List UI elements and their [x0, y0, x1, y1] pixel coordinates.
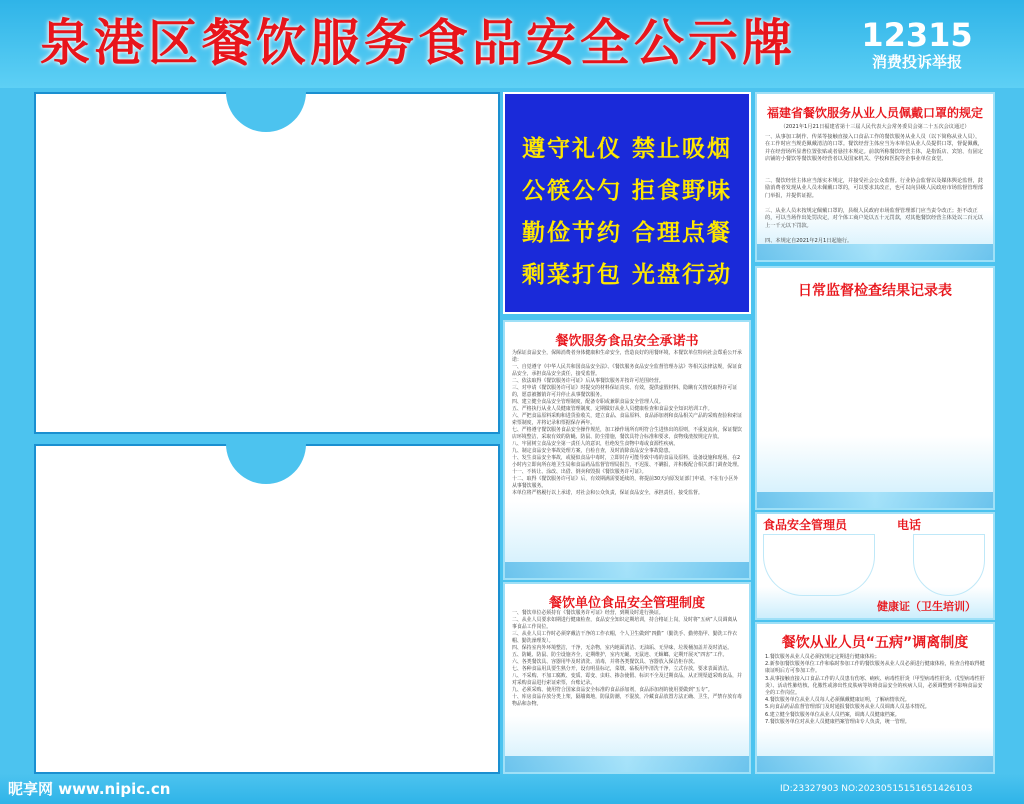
commitment-item: 七、严格遵守餐饮服务食品安全操作规范，加工操作场所有明符合生进热出的原则，不重复流向，保证餐饮店环境整洁，采取有效的防蝇、防鼠、防尘措施，餐饮具符合标准和要求，食物残渣按规定存放。: [512, 427, 742, 440]
commitment-item: 五、严格执行从业人员健康管理制度，定期做好从业人员健康检查和食品安全知识培训工作。: [512, 406, 713, 412]
wave-decoration: [505, 562, 749, 578]
management-item: 十、库房食品存放分类上架，隔墙离地，防鼠防潮，不混放，冷藏食品放置方法正确、卫生，严禁存放有毒物品和杂物。: [512, 694, 742, 707]
hotline-number: 12315: [861, 16, 973, 54]
management-title: 餐饮单位食品安全管理制度: [548, 596, 705, 611]
wave-decoration: [757, 492, 993, 508]
inspection-record-title: 日常监督检查结果记录表: [798, 283, 952, 299]
commitment-body: [512, 350, 742, 497]
five-diseases-body: [765, 654, 985, 726]
slogan-line: 勤俭节约 合理点餐: [521, 220, 732, 246]
management-item: 一、餐饮单位必须持有《餐饮服务许可证》经营，到期及时进行换证。: [512, 610, 664, 616]
hotline-label: 消费投诉举报: [871, 53, 962, 71]
five-diseases-title: 餐饮从业人员“五病”调离制度: [781, 635, 969, 651]
management-item: 二、从业人员要求如期进行健康检查，食品安全知识定期培训，持合格证上岗，及时将“五病”人员调离从事食品工作岗位。: [512, 617, 738, 630]
management-item: 六、各类餐饮具、容器用毕及时清洗、消毒，并将各类餐饮具、容器放入保洁柜存放。: [512, 659, 698, 665]
commitment-item: 六、严把食品原料采购和进货验收关，建立食品、食品原料、食品添加剂和食品相关产品的采购查验和索证索票制度，并将记录和票据保存两年。: [512, 413, 742, 426]
management-item: 八、不采购、不加工腐败、变质、霉变、虫蛀、掺杂使假、标识不全及过期食品，从正规渠道采购食品，并对采购食品进行索证索票，台账记录。: [512, 673, 742, 686]
commitment-item: 三、对申请《餐饮服务许可证》时提交的材料保证真实、有效，提供虚假材料、隐瞒有关情况取得许可证的，愿意被撤销许可并停止从事餐饮服务。: [512, 385, 737, 398]
five-diseases-item: 6.建立健全餐饮服务单位从业人员档案，调离人员健康档案。: [765, 711, 900, 718]
commitment-item: 二、依法取得《餐饮服务许可证》后从事餐饮服务并按许可范围经营。: [512, 378, 664, 384]
mask-rule-item: 二、餐饮经营主体应当落实本规定，并接受社会公众监督。行业协会监督以及媒体舆论监督，鼓励消费者发现从业人员未佩戴口罩的，可以要求其改正，也可以向县级人民政府市场监督管理部门举报，并提供证据。: [765, 178, 983, 199]
five-diseases-item: 1.餐饮服务从业人员必须按规定定期进行健康体检；: [765, 654, 880, 660]
mask-rule-item: 四、本规定自2021年2月1日起施行。: [765, 238, 853, 244]
commitment-item: 十、发生食品安全事故，或疑似食品中毒时，立即封存可能导致中毒的食品及原料，设备设施和现场，在2小时内立即向所在地卫生局和食品药品监督管理局报告，不迟报、不瞒报，并积极配合相关部门调查处理。: [512, 455, 742, 468]
frame-notch: [226, 92, 306, 132]
watermark-id: ID:23327903 NO:20230515151651426103: [780, 784, 973, 794]
slogan-line: 遵守礼仪 禁止吸烟: [521, 136, 732, 162]
mask-rule-title: 福建省餐饮服务从业人员佩戴口罩的规定: [766, 106, 983, 120]
five-diseases-card: [755, 622, 995, 774]
management-item: 七、各种食品用具要生熟分开，设有明显标记，菜墩、砧板用毕清洗干净，立式存放，要求表面清洁。: [512, 666, 733, 672]
commitment-item: 九、制定食品安全事故处理方案，自检自查，及时消除食品安全事故隐患。: [512, 448, 674, 454]
management-body: [512, 610, 742, 708]
mask-rule-item: 三、从业人员未按规定佩戴口罩的，县级人民政府市场监督管理部门应当责令改正；拒不改正的，可以当场作出处罚决定，对个体工商户处以五十元罚款，对其他餐饮经营主体处以二百元以上一千元以下罚款。: [765, 208, 983, 229]
five-diseases-item: 5.向食品药品监督管理部门及时通报餐饮服务从业人员调离人员基本情况。: [765, 704, 930, 711]
mask-rule-item: 一、从事加工制作、传菜等接触直接入口食品工作的餐饮服务从业人员（以下简称从业人员），在工作时应当规范佩戴清洁的口罩。餐饮经营主体应当为本单位从业人员提供口罩，督促佩戴，并在经营场所显著位置张贴或者悬挂本规定。前款所称餐饮经营主体，是指饭店、宾馆、有固定店铺的小餐饮等餐饮服务经营者以及国家机关、学校和医院等企事业单位食堂。: [765, 134, 983, 163]
display-frame-bottom: [34, 444, 500, 774]
photo-slot: [763, 534, 875, 596]
management-card: [503, 582, 751, 774]
five-diseases-item: 7.餐饮服务单位对从业人员健康档案管理由专人负责，统一管理。: [765, 718, 910, 725]
page-title: 泉港区餐饮服务食品安全公示牌: [40, 14, 796, 72]
wave-decoration: [757, 756, 993, 772]
frame-notch: [226, 444, 306, 484]
wave-decoration: [505, 756, 749, 772]
management-item: 四、保持室内外环境整洁，干净，无杂物，室内地面清洁、无油垢、无异味，垃圾桶加盖并及时清运。: [512, 645, 733, 651]
manager-card: [755, 512, 995, 620]
watermark-logo: 昵享网 www.nipic.cn: [8, 780, 171, 798]
commitment-item: 为保证食品安全，保障消费者身体健康和生命安全，营造良好的用餐环境，本餐饮单位特向社会郑重公开承诺：: [512, 350, 742, 363]
wave-decoration: [757, 244, 993, 260]
display-frame-top: [34, 92, 500, 434]
health-certificate-label: 健康证（卫生培训）: [877, 600, 976, 613]
commitment-item: 一、自觉遵守《中华人民共和国食品安全法》、《餐饮服务食品安全监督管理办法》等相关法律法规，保证食品安全，承担食品安全责任，接受监督。: [512, 364, 742, 377]
five-diseases-item: 2.新参加餐饮服务单位工作和临时参加工作的餐饮服务从业人员必须进行健康体检，检查合格取得健康证明后方可参加工作。: [765, 661, 985, 675]
commitment-item: 八、牢固树立食品安全第一责任人的意识，杜绝发生食物中毒或食源性疾病。: [512, 441, 679, 447]
mask-rule-card: [755, 92, 995, 262]
management-item: 五、防蝇、防鼠、防尘设施齐全，定期维护，室内无蝇、无鼠迹、无蟑螂，定期开展灭“四害”工作。: [512, 652, 728, 658]
management-item: 三、从业人员工作时必须穿戴洁干净的工作衣帽，个人卫生做到“四勤”（勤洗手、勤剪指甲、勤洗工作衣帽、勤洗澡理发）。: [512, 631, 738, 644]
slogan-board: [503, 92, 751, 314]
commitment-card: [503, 320, 751, 580]
commitment-item: 十二、取得《餐饮服务许可证》后，有效期满需要延续的，将提前30天向原发证部门申请，不在有小区外从事餐饮服务。: [512, 476, 739, 489]
commitment-item: 十一、不转让、涂改、出借、倒卖和毁损《餐饮服务许可证》。: [512, 469, 647, 475]
five-diseases-item: 4.餐饮服务单位从业人员每人必须佩戴健康证明，了解病情状况。: [765, 697, 910, 704]
five-diseases-item: 3.从事接触直接入口食品工作的人员患有伤寒、痢疾、病毒性肝炎（甲型病毒性肝炎、戊型病毒性肝炎）、活动性肺结核、化脓性或渗出性皮肤病等妨碍食品安全的疾病人员，必须调整到不影响食品安全的工作岗位。: [765, 675, 985, 697]
manager-label: 食品安全管理员: [763, 518, 848, 532]
mask-rule-subtitle: （2021年1月21日福建省第十三届人民代表大会常务委员会第二十五次会议通过）: [780, 124, 970, 130]
phone-label: 电话: [897, 518, 922, 532]
commitment-title: 餐饮服务食品安全承诺书: [555, 334, 699, 349]
management-item: 九、必须采购、使用符合国家食品安全标准的食品添加剂，食品添加剂的使用要做到“五专”。: [512, 687, 713, 693]
photo-slot: [913, 534, 985, 596]
slogan-line: 剩菜打包 光盘行动: [521, 262, 732, 288]
commitment-item: 本单位将严格履行以上承诺，对社会和公众负责，保证食品安全，承担责任，接受监督。: [512, 490, 703, 496]
inspection-record-card: [755, 266, 995, 510]
slogan-line: 公筷公勺 拒食野味: [521, 178, 732, 204]
commitment-item: 四、建立健全食品安全管理制度，配备专职或兼职食品安全管理人员。: [512, 399, 664, 405]
